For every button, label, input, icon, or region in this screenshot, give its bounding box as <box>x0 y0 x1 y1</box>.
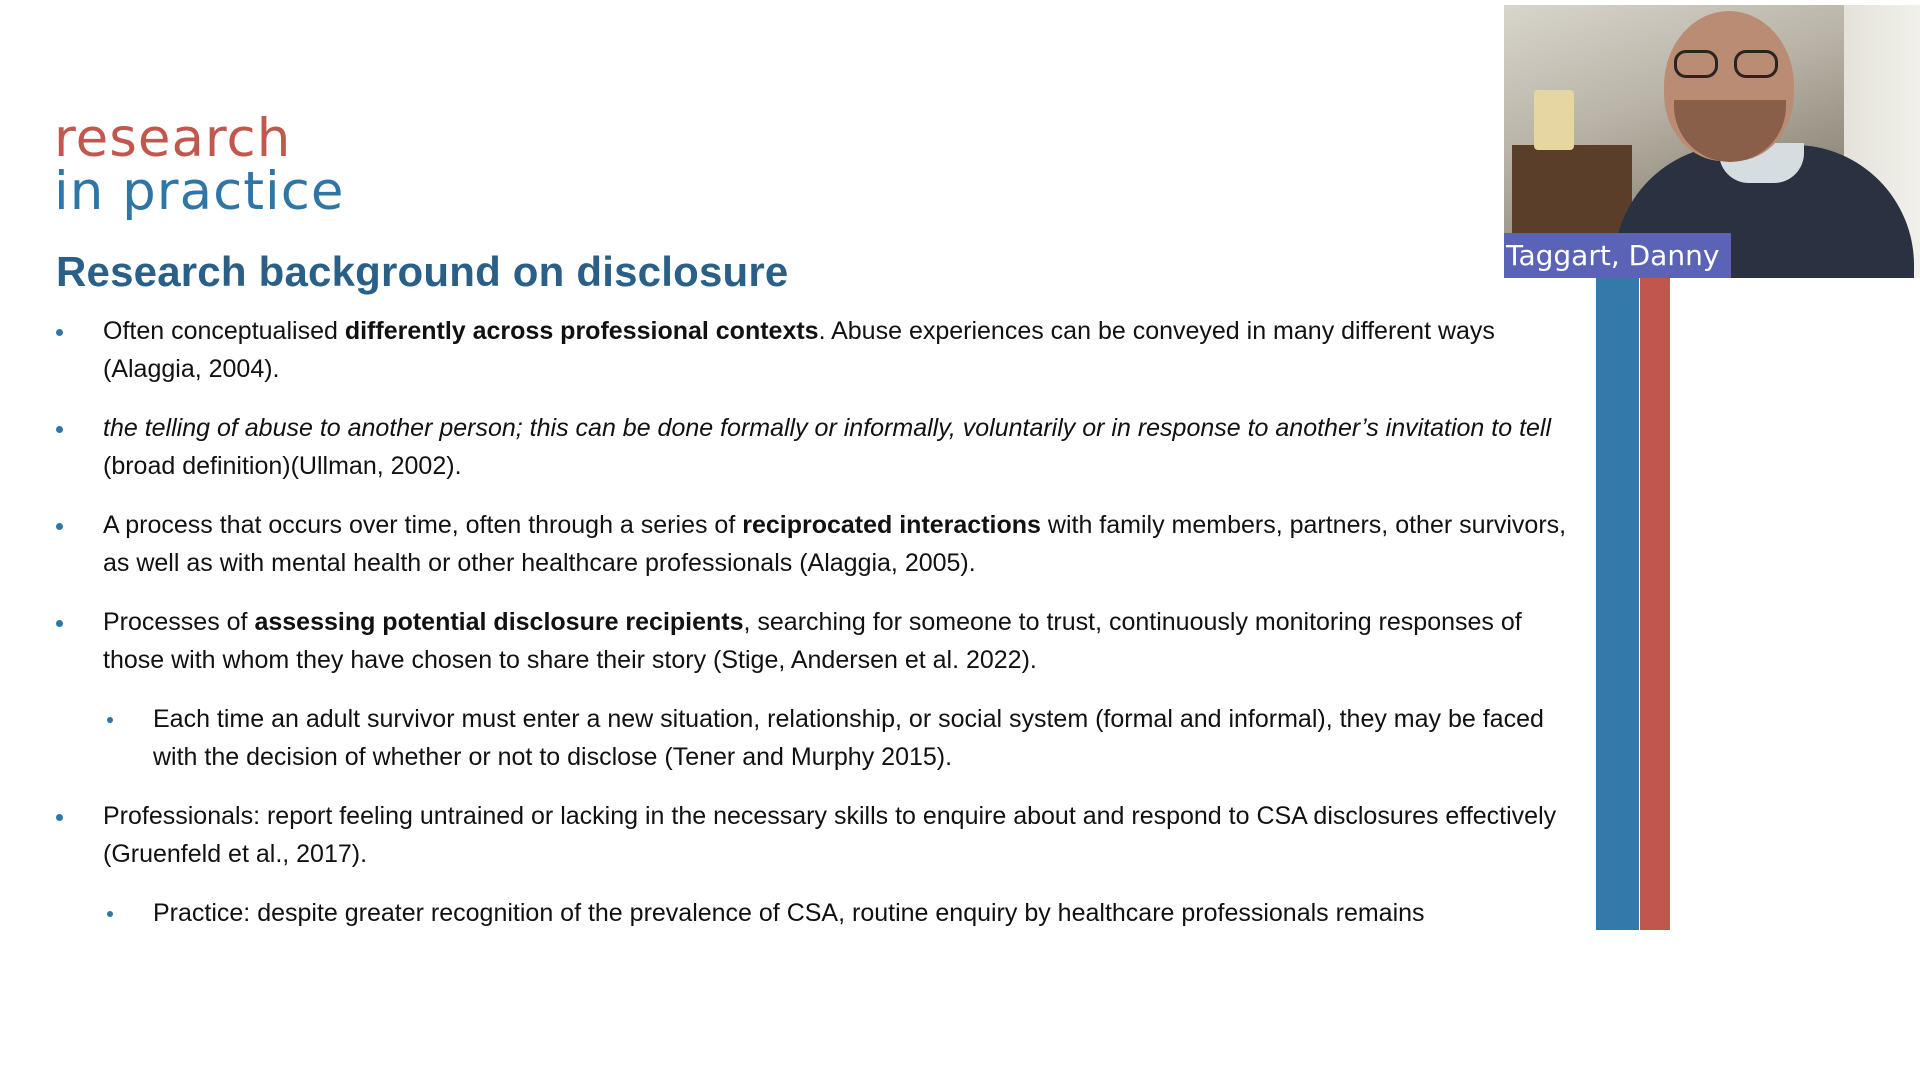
bullet-text-run: with family members, partners, other survivors, as well as with mental health or other healthcare professionals (Alaggia, 2005). <box>103 511 1567 577</box>
bullet-text-run: , searching for someone to trust, continuously monitoring responses of those with whom they have chosen to share their story (Stige, Andersen et al. 2022). <box>103 608 1522 674</box>
logo-line-1: research <box>54 108 292 169</box>
bullet-item <box>56 603 1586 679</box>
bullet-dot-icon <box>107 717 113 723</box>
bullet-text-run: Professionals: report feeling untrained or lacking in the necessary skills to enquire about and respond to CSA disclosures effectively (Gruenfeld et al., 2017). <box>103 802 1557 868</box>
bullet-dot-icon <box>56 814 63 821</box>
bullet-list <box>56 312 1586 930</box>
sub-bullet-item <box>56 700 1586 776</box>
bullet-item <box>56 409 1586 485</box>
sub-bullet-item <box>56 894 1586 930</box>
decorative-stripe-red <box>1640 270 1670 930</box>
bullet-text-run: Each time an adult survivor must enter a new situation, relationship, or social system (formal and informal), they may be faced with the decision of whether or not to disclose (Tener and Murphy 2015). <box>153 705 1544 771</box>
video-book <box>1534 90 1574 150</box>
video-person-glasses <box>1674 50 1784 80</box>
bottom-blank-area <box>0 930 1920 1080</box>
bullet-text-run: the telling of abuse to another person; this can be done formally or informally, voluntarily or in response to another’s invitation to tell <box>103 414 1552 442</box>
bullet-text-run: assessing potential disclosure recipients <box>254 608 744 636</box>
bullet-text-run: Processes of <box>103 608 255 636</box>
bullet-item <box>56 312 1586 388</box>
bullet-dot-icon <box>56 523 63 530</box>
slide-title: Research background on disclosure <box>56 248 789 295</box>
bullet-dot-icon <box>56 329 63 336</box>
bullet-text-run: Practice: despite greater recognition of the prevalence of CSA, routine enquiry by healthcare professionals remains <box>153 899 1425 927</box>
bullet-item <box>56 506 1586 582</box>
decorative-stripe-blue <box>1596 270 1639 930</box>
participant-video-tile[interactable] <box>1504 5 1920 278</box>
logo-line-2: in practice <box>54 161 345 222</box>
bullet-text-run: (broad definition)(Ullman, 2002). <box>103 452 462 480</box>
bullet-text-run: A process that occurs over time, often through a series of <box>103 511 743 539</box>
bullet-text-run: . Abuse experiences can be conveyed in many different ways (Alaggia, 2004). <box>103 317 1495 383</box>
bullet-text-run: differently across professional contexts <box>344 317 819 345</box>
bullet-text-run: Often conceptualised <box>103 317 345 345</box>
bullet-dot-icon <box>107 911 113 917</box>
bullet-item <box>56 797 1586 873</box>
bullet-dot-icon <box>56 620 63 627</box>
bullet-text-run: reciprocated interactions <box>742 511 1041 539</box>
bullet-dot-icon <box>56 426 63 433</box>
participant-name-label: Taggart, Danny <box>1504 233 1731 278</box>
research-in-practice-logo <box>54 108 345 222</box>
